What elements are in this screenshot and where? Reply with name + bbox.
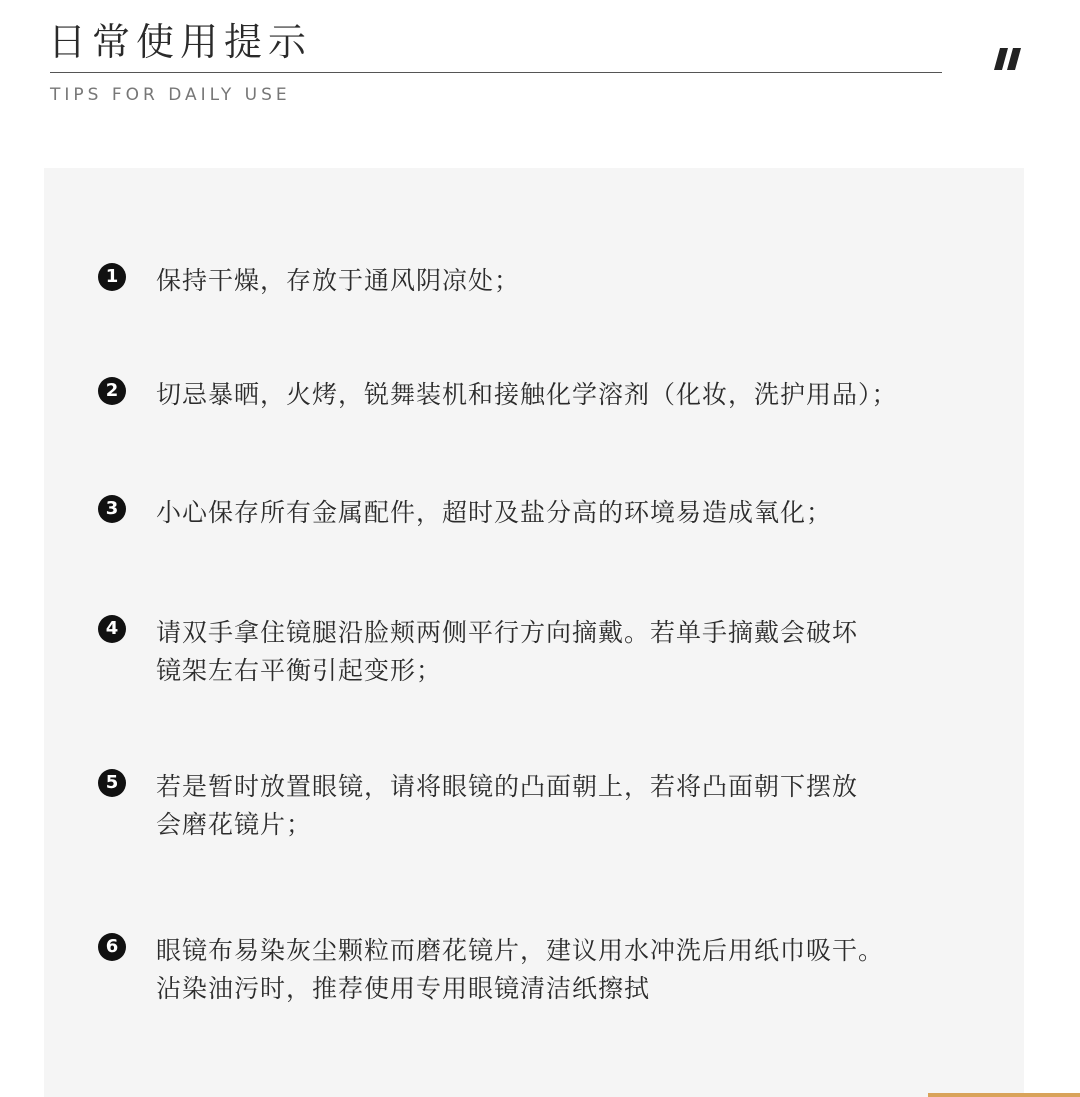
page-subtitle: TIPS FOR DAILY USE [50, 85, 291, 105]
tip-text: 眼镜布易染灰尘颗粒而磨花镜片，建议用水冲洗后用纸巾吸干。 沾染油污时，推荐使用专用眼镜清洁纸擦拭 [156, 936, 885, 1003]
tip-text: 请双手拿住镜腿沿脸颊两侧平行方向摘戴。若单手摘戴会破坏 镜架左右平衡引起变形； [156, 618, 859, 685]
tip-text: 切忌暴晒，火烤，锐舞装机和接触化学溶剂（化妆，洗护用品）； [156, 380, 898, 409]
title-divider [50, 72, 942, 73]
tip-number-badge: 2 [98, 377, 126, 405]
tip-text: 小心保存所有金属配件，超时及盐分高的环境易造成氧化； [156, 498, 833, 527]
tip-number-badge: 5 [98, 769, 126, 797]
tip-number-badge: 6 [98, 933, 126, 961]
page-title: 日常使用提示 [48, 20, 313, 64]
tip-number-badge: 3 [98, 495, 126, 523]
double-slash-icon [994, 48, 1024, 70]
tip-number-badge: 4 [98, 615, 126, 643]
tip-number-badge: 1 [98, 263, 126, 291]
tip-text: 保持干燥，存放于通风阴凉处； [156, 266, 521, 295]
accent-strip [928, 1093, 1080, 1097]
tip-text: 若是暂时放置眼镜，请将眼镜的凸面朝上，若将凸面朝下摆放 会磨花镜片； [156, 772, 859, 839]
